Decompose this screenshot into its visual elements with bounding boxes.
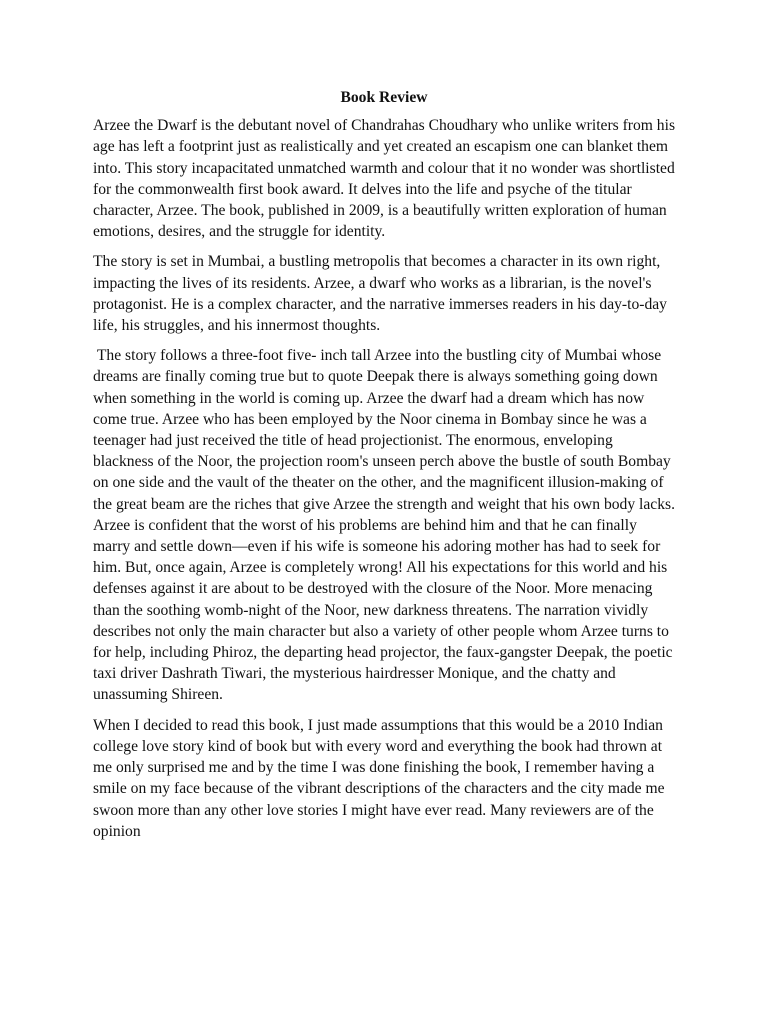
document-body — [93, 87, 679, 851]
paragraph-setting: The story is set in Mumbai, a bustling metropolis that becomes a character in its own right, impacting the lives of its residents. Arzee, a dwarf who works as a librarian, is the novel's protagonist. He is a complex character, and the narrative immerses readers in his day-to-day life, his struggles, and his innermost thoughts. — [93, 253, 667, 335]
paragraph-plot: The story follows a three-foot five- inch tall Arzee into the bustling city of Mumbai whose dreams are finally coming true but to quote Deepak there is always something going down when something in the world is coming up. Arzee the dwarf had a dream which has now come true. Arzee who has been employed by the Noor cinema in Bombay since he was a teenager had just received the title of head projectionist. The enormous, enveloping blackness of the Noor, the projection room's unseen perch above the bustle of south Bombay on one side and the vault of the theater on the other, and the magnificent illusion-making of the great beam are the riches that give Arzee the strength and weight that his own body lacks. Arzee is confident that the worst of his problems are behind him and that he can finally marry and settle down—even if his wife is someone his adoring mother has had to seek for him. But, once again, Arzee is completely wrong! All his expectations for this world and his defenses against it are about to be destroyed with the closure of the Noor. More menacing than the soothing womb-night of the Noor, new darkness threatens. The narration vividly describes not only the main character but also a variety of other people whom Arzee turns to for help, including Phiroz, the departing head projector, the faux-gangster Deepak, the poetic taxi driver Dashrath Tiwari, the mysterious hairdresser Monique, and the chatty and unassuming Shireen. — [93, 347, 679, 704]
paragraph-opinion: When I decided to read this book, I just made assumptions that this would be a 2010 Indian college love story kind of book but with every word and everything the book had thrown at me only surprised me and by the time I was done finishing the book, I remember having a smile on my face because of the vibrant descriptions of the characters and the city made me swoon more than any other love stories I might have ever read. Many reviewers are of the opinion — [93, 716, 665, 840]
paragraph-intro: Arzee the Dwarf is the debutant novel of Chandrahas Choudhary who unlike writers from his age has left a footprint just as realistically and yet created an escapism one can blanket them into. This story incapacitated unmatched warmth and colour that it no wonder was shortlisted for the commonwealth first book award. It delves into the life and psyche of the titular character, Arzee. The book, published in 2009, is a beautifully written exploration of human emotions, desires, and the struggle for identity. — [93, 117, 676, 241]
page-title: Book Review — [340, 89, 428, 106]
